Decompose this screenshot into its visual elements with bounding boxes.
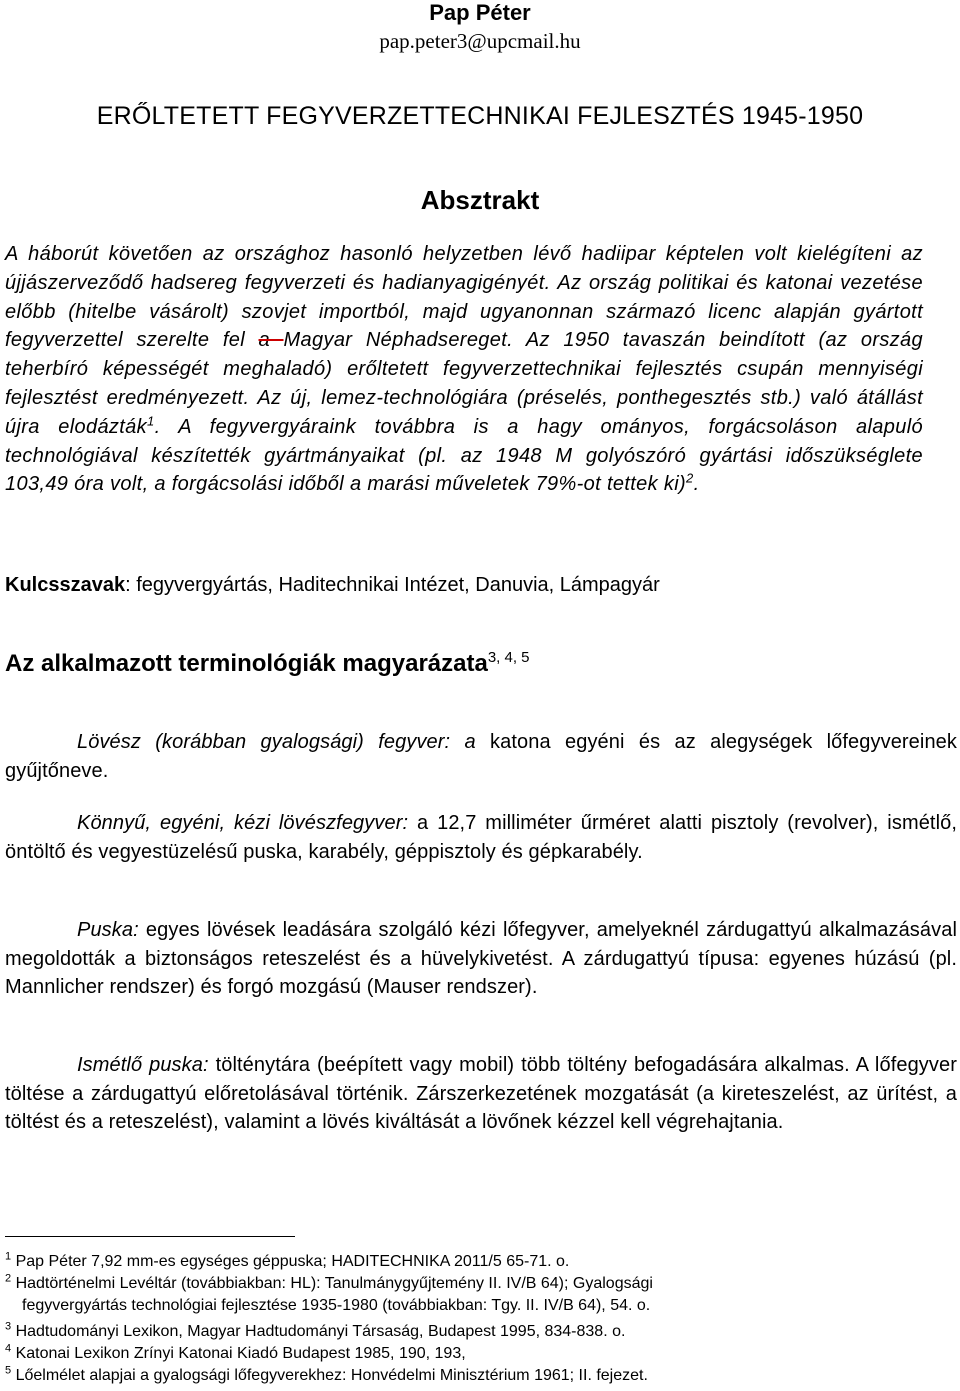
definition-ismetlo-puska — [5, 1051, 957, 1137]
footnote-text: Hadtörténelmi Levéltár (továbbiakban: HL): Tanulmánygyűjtemény II. IV/B 64); Gyalogsági — [15, 1275, 653, 1292]
definition-term: Könnyű, egyéni, kézi lövészfegyver: — [77, 812, 409, 834]
definition-puska — [5, 916, 957, 1002]
terminology-heading-text: Az alkalmazott terminológiák magyarázata — [5, 650, 488, 677]
footnote-text: Lőelmélet alapjai a gyalogsági lőfegyverekhez: Honvédelmi Minisztérium 1961; II. fejezet. — [15, 1367, 648, 1384]
keywords-label: Kulcsszavak — [5, 574, 126, 596]
terminology-heading — [5, 648, 923, 680]
definition-term: Ismétlő puska: — [77, 1054, 209, 1076]
abstract-text-part-4: . — [693, 473, 700, 496]
definition-text: a 12,7 milliméter űrméret alatti pisztoly (revolver), ismétlő, öntöltő és vegyestüzelésű puska, karabély, géppisztoly és gépkarabély. — [5, 812, 958, 863]
keywords-text: : fegyvergyártás, Haditechnikai Intézet, Danuvia, Lámpagyár — [125, 574, 660, 596]
footnote-3 — [5, 1321, 923, 1343]
definition-konnyu-fegyver — [5, 809, 957, 866]
footnote-ref-1[interactable]: 1 — [147, 413, 155, 429]
footnote-number: 5 — [5, 1364, 12, 1377]
footnote-text-continued: fegyvergyártás technológiai fejlesztése 1935-1980 (továbbiakban: Tgy. II. IV/B 64), 54. o. — [22, 1297, 651, 1314]
definition-text: egyes lövések leadására szolgáló kézi lőfegyver, amelyeknél zárdugattyú alkalmazásával megoldották a biztonságos reteszelést és a hüvelykivetést. A zárdugattyú típusa: egyenes húzású (pl. Mannlicher rendszer) és forgó mozgású (Mauser rendszer). — [5, 919, 957, 998]
author-name: Pap Péter — [429, 0, 531, 25]
footnote-1 — [5, 1251, 923, 1273]
footnote-4 — [5, 1343, 923, 1365]
footnote-ref-2[interactable]: 2 — [686, 470, 694, 486]
footnote-text: Pap Péter 7,92 mm-es egységes géppuska; HADITECHNIKA 2011/5 65-71. o. — [15, 1253, 570, 1270]
definition-term: Puska: — [77, 919, 139, 941]
abstract-text-part-1: A háborút követően az országhoz hasonló helyzetben lévő hadiipar képtelen volt kielégíteni az újjászerveződő hadsereg fegyverzeti és hadianyagigényét. Az ország politikai és katonai vezetése előbb (hitelbe vásárolt) szovjet importból, majd ugyanonnan származó licenc alapján gyártott fegyverzettel szerelte fel — [5, 243, 923, 352]
abstract-text — [5, 240, 923, 499]
paper-title: ERŐLTETETT FEGYVERZETTECHNIKAI FEJLESZTÉS 1945-1950 — [96, 102, 864, 130]
terminology-footnote-refs[interactable]: 3, 4, 5 — [487, 649, 530, 666]
abstract-text-part-2: Magyar Néphadsereget. Az 1950 tavaszán beindított (az ország teherbíró képességét meghaladó) erőltetett fegyverzettechnikai fejlesztés csupán mennyiségi fejlesztést eredményezett. Az új, lemez-technológiára (préselés, ponthegesztés stb.) való átállást újra elodázták — [5, 329, 923, 438]
footnote-number: 3 — [5, 1320, 12, 1333]
author-email[interactable]: pap.peter3@upcmail.hu — [379, 29, 581, 53]
footnote-2 — [5, 1273, 923, 1317]
abstract-heading: Absztrakt — [420, 185, 540, 215]
footnote-number: 2 — [5, 1272, 12, 1285]
abstract-text-part-3: . A fegyvergyáraink továbbra is a hagy ományos, forgácsoláson alapuló technológiával készítették gyártmányaikat (pl. az 1948 M golyószóró gyártási időszükséglete 103,49 óra volt, a forgácsolási időből a marási műveletek 79%-ot tettek ki) — [5, 415, 923, 496]
footnote-number: 4 — [5, 1342, 12, 1355]
footnote-number: 1 — [5, 1250, 12, 1263]
footnote-separator — [5, 1236, 295, 1237]
keywords-line — [5, 571, 923, 599]
definition-text: katona egyéni és az alegységek lőfegyvereinek gyűjtőneve. — [5, 731, 957, 782]
footnote-text: Hadtudományi Lexikon, Magyar Hadtudományi Társaság, Budapest 1995, 834-838. o. — [15, 1323, 626, 1340]
definition-text: tölténytára (beépített vagy mobil) több töltény befogadására alkalmas. A lőfegyver töltése a zárdugattyú előretolásával történik. Zárszerkezetének mozgatását (a kireteszelést, az ürítést, a töltést és a reteszelést), valamint a lövés kiváltását a lövőnek kézzel kell végrehajtania. — [5, 1054, 957, 1133]
footnote-5 — [5, 1365, 923, 1387]
definition-loveszfegyver — [5, 728, 957, 785]
definition-term: Lövész (korábban gyalogsági) fegyver: a — [77, 731, 476, 753]
abstract-struck-text: a — [258, 329, 284, 352]
footnote-text: Katonai Lexikon Zrínyi Katonai Kiadó Budapest 1985, 190, 193, — [15, 1345, 466, 1362]
